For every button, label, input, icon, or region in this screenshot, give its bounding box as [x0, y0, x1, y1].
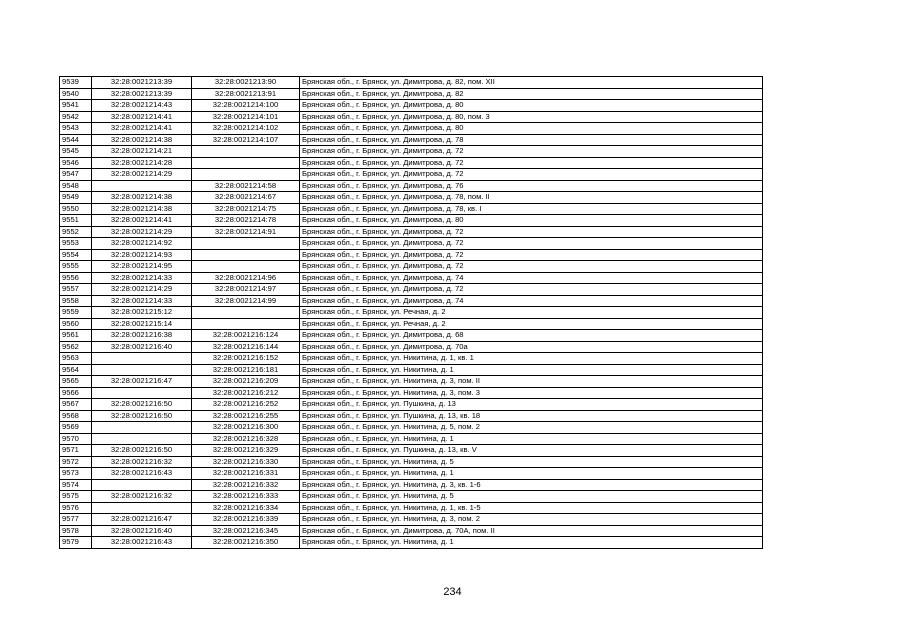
row-number-cell: 9555 — [60, 261, 92, 273]
object-number-cell — [192, 249, 300, 261]
parcel-number-cell: 32:28:0021216:43 — [92, 537, 192, 549]
address-cell: Брянская обл., г. Брянск, ул. Димитрова, д. 76 — [300, 180, 763, 192]
table-row — [60, 100, 763, 112]
object-number-cell — [192, 146, 300, 158]
parcel-number-cell: 32:28:0021216:50 — [92, 399, 192, 411]
address-cell: Брянская обл., г. Брянск, ул. Пушкина, д. 13, кв. 18 — [300, 410, 763, 422]
object-number-cell: 32:28:0021214:99 — [192, 295, 300, 307]
parcel-number-cell: 32:28:0021214:38 — [92, 203, 192, 215]
records-table-body — [60, 77, 763, 549]
table-row — [60, 330, 763, 342]
object-number-cell: 32:28:0021214:67 — [192, 192, 300, 204]
address-cell: Брянская обл., г. Брянск, ул. Никитина, д. 5 — [300, 491, 763, 503]
row-number-cell: 9551 — [60, 215, 92, 227]
address-cell: Брянская обл., г. Брянск, ул. Никитина, д. 1 — [300, 468, 763, 480]
address-cell: Брянская обл., г. Брянск, ул. Димитрова, д. 74 — [300, 272, 763, 284]
row-number-cell: 9539 — [60, 77, 92, 89]
row-number-cell: 9543 — [60, 123, 92, 135]
object-number-cell: 32:28:0021216:332 — [192, 479, 300, 491]
row-number-cell: 9540 — [60, 88, 92, 100]
parcel-number-cell: 32:28:0021214:28 — [92, 157, 192, 169]
table-row — [60, 502, 763, 514]
table-row — [60, 353, 763, 365]
object-number-cell: 32:28:0021214:100 — [192, 100, 300, 112]
row-number-cell: 9572 — [60, 456, 92, 468]
row-number-cell: 9559 — [60, 307, 92, 319]
address-cell: Брянская обл., г. Брянск, ул. Никитина, д. 3, пом. 3 — [300, 387, 763, 399]
row-number-cell: 9558 — [60, 295, 92, 307]
object-number-cell: 32:28:0021214:96 — [192, 272, 300, 284]
row-number-cell: 9578 — [60, 525, 92, 537]
table-row — [60, 272, 763, 284]
object-number-cell: 32:28:0021216:339 — [192, 514, 300, 526]
address-cell: Брянская обл., г. Брянск, ул. Димитрова, д. 80, пом. 3 — [300, 111, 763, 123]
table-row — [60, 249, 763, 261]
object-number-cell: 32:28:0021214:97 — [192, 284, 300, 296]
row-number-cell: 9557 — [60, 284, 92, 296]
object-number-cell: 32:28:0021214:78 — [192, 215, 300, 227]
object-number-cell: 32:28:0021216:181 — [192, 364, 300, 376]
address-cell: Брянская обл., г. Брянск, ул. Никитина, д. 3, кв. 1-6 — [300, 479, 763, 491]
row-number-cell: 9576 — [60, 502, 92, 514]
parcel-number-cell: 32:28:0021214:43 — [92, 100, 192, 112]
table-row — [60, 77, 763, 89]
address-cell: Брянская обл., г. Брянск, ул. Никитина, д. 5, пом. 2 — [300, 422, 763, 434]
row-number-cell: 9544 — [60, 134, 92, 146]
object-number-cell: 32:28:0021216:350 — [192, 537, 300, 549]
parcel-number-cell: 32:28:0021216:40 — [92, 341, 192, 353]
parcel-number-cell: 32:28:0021216:32 — [92, 491, 192, 503]
parcel-number-cell: 32:28:0021213:39 — [92, 77, 192, 89]
parcel-number-cell: 32:28:0021216:43 — [92, 468, 192, 480]
address-cell: Брянская обл., г. Брянск, ул. Никитина, д. 5 — [300, 456, 763, 468]
object-number-cell: 32:28:0021216:300 — [192, 422, 300, 434]
object-number-cell: 32:28:0021216:209 — [192, 376, 300, 388]
parcel-number-cell: 32:28:0021214:21 — [92, 146, 192, 158]
table-row — [60, 422, 763, 434]
address-cell: Брянская обл., г. Брянск, ул. Никитина, д. 3, пом. II — [300, 376, 763, 388]
row-number-cell: 9553 — [60, 238, 92, 250]
row-number-cell: 9574 — [60, 479, 92, 491]
row-number-cell: 9552 — [60, 226, 92, 238]
parcel-number-cell — [92, 180, 192, 192]
address-cell: Брянская обл., г. Брянск, ул. Димитрова, д. 70а — [300, 341, 763, 353]
object-number-cell: 32:28:0021214:91 — [192, 226, 300, 238]
address-cell: Брянская обл., г. Брянск, ул. Димитрова, д. 80 — [300, 123, 763, 135]
object-number-cell: 32:28:0021216:328 — [192, 433, 300, 445]
object-number-cell — [192, 307, 300, 319]
row-number-cell: 9542 — [60, 111, 92, 123]
table-row — [60, 491, 763, 503]
table-row — [60, 111, 763, 123]
row-number-cell: 9545 — [60, 146, 92, 158]
table-row — [60, 307, 763, 319]
address-cell: Брянская обл., г. Брянск, ул. Никитина, д. 1, кв. 1-5 — [300, 502, 763, 514]
parcel-number-cell: 32:28:0021214:29 — [92, 226, 192, 238]
row-number-cell: 9550 — [60, 203, 92, 215]
parcel-number-cell: 32:28:0021214:38 — [92, 134, 192, 146]
row-number-cell: 9556 — [60, 272, 92, 284]
parcel-number-cell — [92, 502, 192, 514]
address-cell: Брянская обл., г. Брянск, ул. Димитрова, д. 82, пом. XII — [300, 77, 763, 89]
object-number-cell: 32:28:0021216:333 — [192, 491, 300, 503]
parcel-number-cell: 32:28:0021214:93 — [92, 249, 192, 261]
row-number-cell: 9564 — [60, 364, 92, 376]
address-cell: Брянская обл., г. Брянск, ул. Димитрова, д. 70А, пом. II — [300, 525, 763, 537]
table-row — [60, 376, 763, 388]
object-number-cell: 32:28:0021213:90 — [192, 77, 300, 89]
parcel-number-cell — [92, 387, 192, 399]
parcel-number-cell — [92, 422, 192, 434]
table-row — [60, 261, 763, 273]
parcel-number-cell: 32:28:0021216:50 — [92, 410, 192, 422]
parcel-number-cell: 32:28:0021214:38 — [92, 192, 192, 204]
table-row — [60, 238, 763, 250]
object-number-cell — [192, 169, 300, 181]
object-number-cell — [192, 318, 300, 330]
address-cell: Брянская обл., г. Брянск, ул. Никитина, д. 1 — [300, 364, 763, 376]
object-number-cell: 32:28:0021216:345 — [192, 525, 300, 537]
table-row — [60, 157, 763, 169]
address-cell: Брянская обл., г. Брянск, ул. Пушкина, д. 13, кв. V — [300, 445, 763, 457]
table-row — [60, 468, 763, 480]
address-cell: Брянская обл., г. Брянск, ул. Димитрова, д. 72 — [300, 169, 763, 181]
row-number-cell: 9563 — [60, 353, 92, 365]
object-number-cell: 32:28:0021216:255 — [192, 410, 300, 422]
object-number-cell: 32:28:0021216:252 — [192, 399, 300, 411]
parcel-number-cell — [92, 479, 192, 491]
row-number-cell: 9577 — [60, 514, 92, 526]
object-number-cell — [192, 261, 300, 273]
table-row — [60, 146, 763, 158]
row-number-cell: 9579 — [60, 537, 92, 549]
address-cell: Брянская обл., г. Брянск, ул. Никитина, д. 1 — [300, 537, 763, 549]
row-number-cell: 9565 — [60, 376, 92, 388]
table-row — [60, 123, 763, 135]
address-cell: Брянская обл., г. Брянск, ул. Никитина, д. 1 — [300, 433, 763, 445]
object-number-cell: 32:28:0021216:334 — [192, 502, 300, 514]
parcel-number-cell: 32:28:0021214:95 — [92, 261, 192, 273]
parcel-number-cell: 32:28:0021214:41 — [92, 111, 192, 123]
parcel-number-cell — [92, 364, 192, 376]
row-number-cell: 9549 — [60, 192, 92, 204]
table-row — [60, 88, 763, 100]
object-number-cell: 32:28:0021214:75 — [192, 203, 300, 215]
row-number-cell: 9567 — [60, 399, 92, 411]
row-number-cell: 9548 — [60, 180, 92, 192]
parcel-number-cell: 32:28:0021214:33 — [92, 295, 192, 307]
object-number-cell — [192, 238, 300, 250]
row-number-cell: 9546 — [60, 157, 92, 169]
records-table — [59, 76, 763, 549]
table-row — [60, 215, 763, 227]
row-number-cell: 9570 — [60, 433, 92, 445]
parcel-number-cell: 32:28:0021213:39 — [92, 88, 192, 100]
parcel-number-cell: 32:28:0021216:47 — [92, 376, 192, 388]
table-row — [60, 226, 763, 238]
table-row — [60, 479, 763, 491]
parcel-number-cell: 32:28:0021216:40 — [92, 525, 192, 537]
table-row — [60, 525, 763, 537]
table-row — [60, 456, 763, 468]
table-row — [60, 387, 763, 399]
row-number-cell: 9560 — [60, 318, 92, 330]
parcel-number-cell: 32:28:0021214:29 — [92, 169, 192, 181]
object-number-cell: 32:28:0021214:107 — [192, 134, 300, 146]
address-cell: Брянская обл., г. Брянск, ул. Димитрова, д. 72 — [300, 157, 763, 169]
address-cell: Брянская обл., г. Брянск, ул. Речная, д. 2 — [300, 307, 763, 319]
parcel-number-cell: 32:28:0021216:50 — [92, 445, 192, 457]
table-row — [60, 169, 763, 181]
table-row — [60, 180, 763, 192]
address-cell: Брянская обл., г. Брянск, ул. Димитрова, д. 72 — [300, 146, 763, 158]
object-number-cell: 32:28:0021216:144 — [192, 341, 300, 353]
address-cell: Брянская обл., г. Брянск, ул. Димитрова, д. 82 — [300, 88, 763, 100]
row-number-cell: 9547 — [60, 169, 92, 181]
address-cell: Брянская обл., г. Брянск, ул. Димитрова, д. 72 — [300, 284, 763, 296]
parcel-number-cell: 32:28:0021215:12 — [92, 307, 192, 319]
row-number-cell: 9571 — [60, 445, 92, 457]
parcel-number-cell: 32:28:0021215:14 — [92, 318, 192, 330]
table-row — [60, 410, 763, 422]
object-number-cell: 32:28:0021214:58 — [192, 180, 300, 192]
parcel-number-cell: 32:28:0021214:41 — [92, 123, 192, 135]
row-number-cell: 9554 — [60, 249, 92, 261]
object-number-cell: 32:28:0021213:91 — [192, 88, 300, 100]
parcel-number-cell: 32:28:0021216:38 — [92, 330, 192, 342]
row-number-cell: 9541 — [60, 100, 92, 112]
object-number-cell: 32:28:0021216:329 — [192, 445, 300, 457]
table-row — [60, 341, 763, 353]
object-number-cell: 32:28:0021216:330 — [192, 456, 300, 468]
table-row — [60, 203, 763, 215]
row-number-cell: 9568 — [60, 410, 92, 422]
address-cell: Брянская обл., г. Брянск, ул. Пушкина, д. 13 — [300, 399, 763, 411]
address-cell: Брянская обл., г. Брянск, ул. Димитрова, д. 72 — [300, 238, 763, 250]
table-row — [60, 433, 763, 445]
parcel-number-cell: 32:28:0021214:92 — [92, 238, 192, 250]
row-number-cell: 9573 — [60, 468, 92, 480]
parcel-number-cell: 32:28:0021214:29 — [92, 284, 192, 296]
table-row — [60, 318, 763, 330]
object-number-cell: 32:28:0021216:212 — [192, 387, 300, 399]
address-cell: Брянская обл., г. Брянск, ул. Никитина, д. 3, пом. 2 — [300, 514, 763, 526]
address-cell: Брянская обл., г. Брянск, ул. Димитрова, д. 80 — [300, 100, 763, 112]
row-number-cell: 9561 — [60, 330, 92, 342]
address-cell: Брянская обл., г. Брянск, ул. Речная, д. 2 — [300, 318, 763, 330]
address-cell: Брянская обл., г. Брянск, ул. Димитрова, д. 78, пом. II — [300, 192, 763, 204]
table-row — [60, 364, 763, 376]
row-number-cell: 9562 — [60, 341, 92, 353]
table-row — [60, 514, 763, 526]
address-cell: Брянская обл., г. Брянск, ул. Димитрова, д. 78, кв. I — [300, 203, 763, 215]
table-row — [60, 399, 763, 411]
parcel-number-cell: 32:28:0021216:32 — [92, 456, 192, 468]
address-cell: Брянская обл., г. Брянск, ул. Димитрова, д. 72 — [300, 249, 763, 261]
parcel-number-cell — [92, 353, 192, 365]
object-number-cell: 32:28:0021214:102 — [192, 123, 300, 135]
row-number-cell: 9569 — [60, 422, 92, 434]
table-row — [60, 134, 763, 146]
table-row — [60, 192, 763, 204]
address-cell: Брянская обл., г. Брянск, ул. Димитрова, д. 68 — [300, 330, 763, 342]
table-row — [60, 295, 763, 307]
parcel-number-cell — [92, 433, 192, 445]
table-row — [60, 445, 763, 457]
object-number-cell: 32:28:0021216:152 — [192, 353, 300, 365]
table-row — [60, 537, 763, 549]
address-cell: Брянская обл., г. Брянск, ул. Димитрова, д. 72 — [300, 226, 763, 238]
parcel-number-cell: 32:28:0021214:41 — [92, 215, 192, 227]
object-number-cell: 32:28:0021214:101 — [192, 111, 300, 123]
parcel-number-cell: 32:28:0021216:47 — [92, 514, 192, 526]
address-cell: Брянская обл., г. Брянск, ул. Димитрова, д. 74 — [300, 295, 763, 307]
address-cell: Брянская обл., г. Брянск, ул. Димитрова, д. 72 — [300, 261, 763, 273]
address-cell: Брянская обл., г. Брянск, ул. Никитина, д. 1, кв. 1 — [300, 353, 763, 365]
object-number-cell: 32:28:0021216:331 — [192, 468, 300, 480]
parcel-number-cell: 32:28:0021214:33 — [92, 272, 192, 284]
row-number-cell: 9575 — [60, 491, 92, 503]
row-number-cell: 9566 — [60, 387, 92, 399]
object-number-cell: 32:28:0021216:124 — [192, 330, 300, 342]
address-cell: Брянская обл., г. Брянск, ул. Димитрова, д. 80 — [300, 215, 763, 227]
table-row — [60, 284, 763, 296]
address-cell: Брянская обл., г. Брянск, ул. Димитрова, д. 78 — [300, 134, 763, 146]
object-number-cell — [192, 157, 300, 169]
page-number: 234 — [443, 586, 462, 598]
